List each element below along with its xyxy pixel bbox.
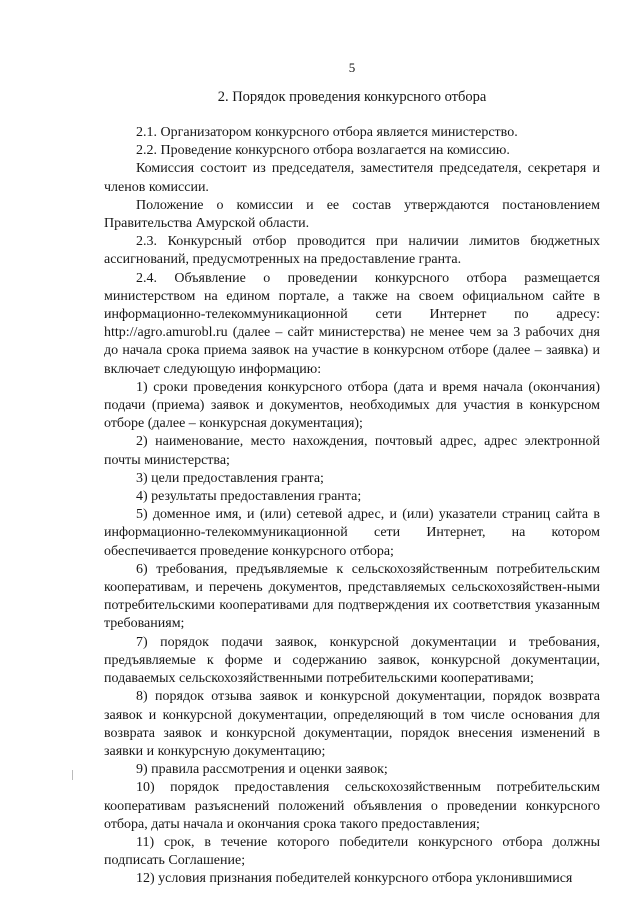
list-item-7: 7) порядок подачи заявок, конкурсной документации и требования, предъявляемые к форме и содержанию заявок, конкурсной документации, подаваемых сельскохозяйственными потребительскими кооперативами; xyxy=(104,634,600,687)
list-item-10: 10) порядок предоставления сельскохозяйственным потребительским кооперативам разъяснений положений объявления о проведении конкурсного отбора, даты начала и окончания срока такого предоставления; xyxy=(104,780,600,832)
paragraph-regulation: Положение о комиссии и ее состав утверждаются постановлением Правительства Амурской области. xyxy=(104,197,600,232)
paragraph-2-3: 2.3. Конкурсный отбор проводится при наличии лимитов бюджетных ассигнований, предусмотренных на предоставление гранта. xyxy=(104,234,600,268)
list-item-5: 5) доменное имя, и (или) сетевой адрес, и (или) указатели страниц сайта в информационно-телекоммуникационной сети Интернет, на котором обеспечивается проведение конкурсного отбора; xyxy=(104,507,600,559)
page-number: 5 xyxy=(348,60,356,75)
section-heading: 2. Порядок проведения конкурсного отбора xyxy=(217,89,487,105)
list-item-1: 1) сроки проведения конкурсного отбора (дата и время начала (окончания) подачи (приема) заявок и документов, необходимых для участия в конкурсном отборе (далее – конкурсная документация); xyxy=(104,379,600,432)
list-item-12: 12) условия признания победителей конкурсного отбора уклонившимися xyxy=(136,871,573,887)
paragraph-2-4: 2.4. Объявление о проведении конкурсного отбора размещается министерством на едином портале, а также на своем официальном сайте в информационно-телекоммуникационной сети Интернет по адресу: http://agro.amurobl.ru (далее – сайт министерства) не менее чем за 3 рабочих дня до начала срока приема заявок на участие в конкурсном отборе (далее – заявка) и включает следующую информацию: xyxy=(104,270,600,377)
list-item-9: 9) правила рассмотрения и оценки заявок; xyxy=(136,762,388,778)
paragraph-2-1: 2.1. Организатором конкурсного отбора является министерство. xyxy=(136,125,518,140)
paragraph-commission: Комиссия состоит из председателя, заместителя председателя, секретаря и членов комиссии. xyxy=(104,161,600,195)
list-item-4: 4) результаты предоставления гранта; xyxy=(136,489,362,505)
list-item-6: 6) требования, предъявляемые к сельскохозяйственным потребительским кооперативам, и перечень документов, представляемых сельскохозяйствен-ными потребительскими кооперативами для подтверждения их соответствия указанным требованиям; xyxy=(104,561,600,632)
list-item-3: 3) цели предоставления гранта; xyxy=(136,470,324,486)
list-item-8: 8) порядок отзыва заявок и конкурсной документации, порядок возврата заявок и конкурсной документации, определяющий в том числе основания для возврата заявок и конкурсной документации, порядок внесения изменений в заявки и конкурсную документацию; xyxy=(104,689,600,759)
paragraph-2-2: 2.2. Проведение конкурсного отбора возлагается на комиссию. xyxy=(136,143,510,159)
scan-margin-mark xyxy=(72,770,73,780)
list-item-2: 2) наименование, место нахождения, почтовый адрес, адрес электронной почты министерства; xyxy=(104,434,600,468)
list-item-11: 11) срок, в течение которого победители конкурсного отбора должны подписать Соглашение; xyxy=(104,834,600,869)
